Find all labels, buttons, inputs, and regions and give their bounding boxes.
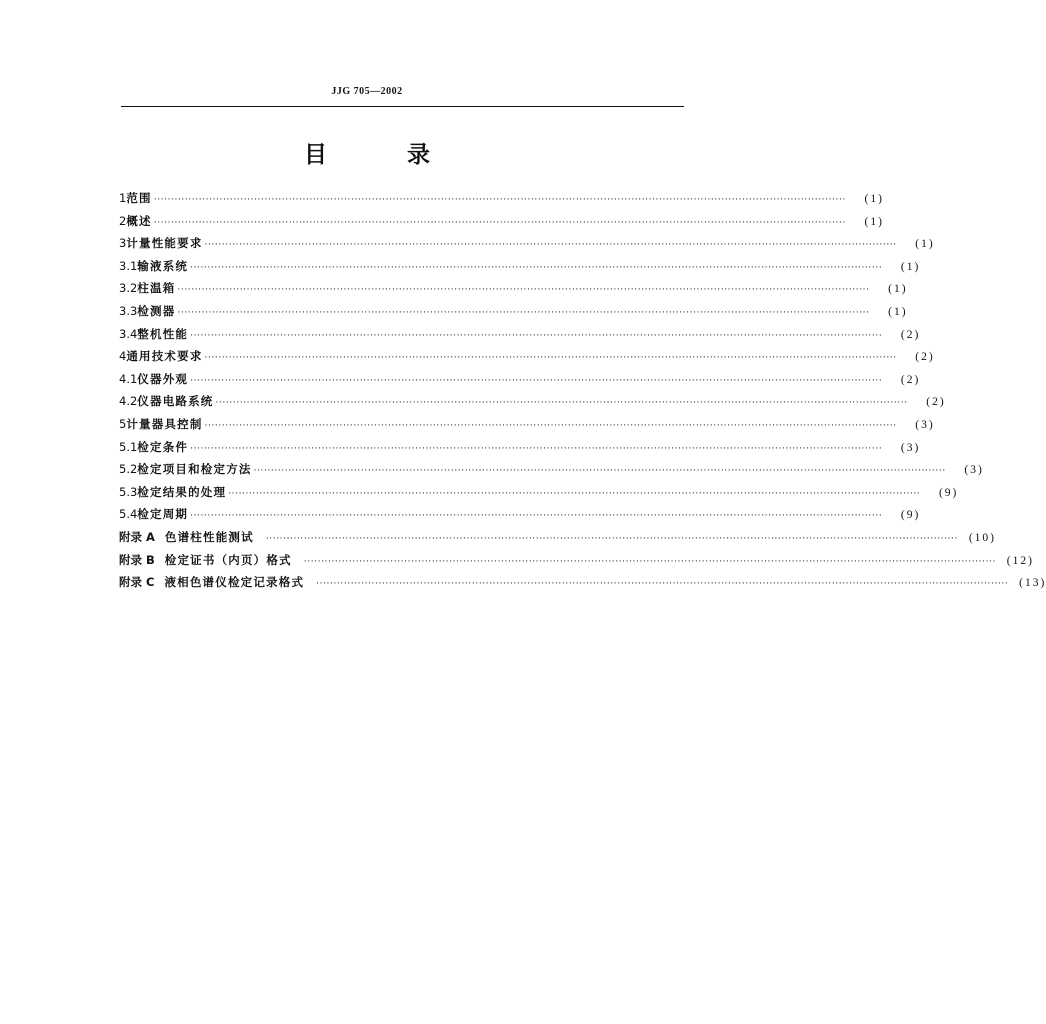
leader-dots: ········································································································································································································ [265, 533, 958, 544]
leader-dots: ········································································································································································································ [316, 579, 1009, 590]
toc-entry[interactable] [119, 526, 996, 549]
toc-entry[interactable] [119, 549, 1034, 572]
page-header-code: JJG 705—2002 [331, 86, 403, 97]
toc-entry-label: 范围 [126, 191, 152, 205]
toc-entry-label: 输液系统 [137, 258, 189, 273]
toc-entry-page: (1) [864, 215, 884, 228]
toc-entry-label: 仪器电路系统 [137, 394, 214, 409]
toc-entry-number: 附录 A [119, 529, 155, 544]
toc-entry-number: 5.2 [119, 462, 138, 477]
toc-entry[interactable] [119, 503, 921, 526]
toc-entry-label: 检定项目和检定方法 [137, 462, 252, 477]
toc-entry-label: 液相色谱仪检定记录格式 [164, 575, 305, 590]
toc-entry-page: (3) [900, 441, 921, 454]
toc-entry[interactable] [119, 481, 959, 504]
toc-entry-page: (9) [938, 486, 959, 499]
toc-entry-page: (3) [964, 464, 984, 477]
leader-dots: ········································································································································································································ [215, 398, 908, 409]
toc-entry-page: (2) [900, 373, 921, 386]
toc-entry[interactable] [119, 413, 935, 436]
toc-entry-page: (2) [915, 351, 935, 364]
leader-dots: ········································································································································································································ [228, 488, 921, 499]
leader-dots: ········································································································································································································ [303, 556, 996, 567]
toc-entry-label: 计量器具控制 [126, 416, 203, 431]
toc-entry-label: 检测器 [137, 303, 176, 318]
toc-entry-page: (9) [900, 509, 921, 522]
leader-dots: ········································································································································································································ [177, 285, 870, 296]
toc-entry-page: (2) [926, 396, 946, 409]
toc-entry-label: 整机性能 [137, 326, 189, 341]
toc-entry-number: 5.3 [119, 484, 138, 499]
leader-dots: ········································································································································································································ [190, 443, 883, 454]
toc-entry-page: (1) [864, 193, 884, 205]
toc-entry-number: 3.3 [119, 303, 138, 318]
toc-entry-number: 1 [119, 191, 127, 205]
toc-entry[interactable] [119, 255, 921, 278]
toc-entry[interactable] [119, 323, 921, 346]
toc-entry-page: (1) [915, 238, 935, 251]
leader-dots: ········································································································································································································ [204, 240, 897, 251]
toc-entry-page: (13) [1019, 577, 1046, 590]
toc-entry-label: 柱温箱 [137, 281, 176, 296]
toc-entry-page: (1) [888, 305, 908, 318]
toc-entry[interactable] [119, 436, 921, 459]
toc-entry-label: 色谱柱性能测试 [164, 529, 254, 544]
toc-entry[interactable] [119, 277, 908, 300]
toc-entry-number: 附录 B [119, 552, 155, 567]
toc-entry[interactable] [119, 232, 935, 255]
toc-entry-number: 4.2 [119, 394, 138, 409]
leader-dots: ········································································································································································································ [190, 330, 883, 341]
leader-dots: ········································································································································································································ [204, 353, 897, 364]
toc-entry-number: 附录 C [119, 575, 155, 590]
toc-entry[interactable] [119, 458, 984, 481]
leader-dots: ········································································································································································································ [190, 511, 883, 522]
toc-entry-number: 3.4 [119, 326, 138, 341]
toc-entry[interactable] [119, 210, 884, 233]
toc-entry-number: 2 [119, 213, 127, 228]
toc-entry-page: (2) [900, 328, 921, 341]
toc-entry-label: 计量性能要求 [126, 236, 203, 251]
page-title: 目 录 [303, 142, 466, 168]
toc-entry-page: (3) [915, 418, 935, 431]
toc-entry-number: 5.4 [119, 507, 138, 522]
toc-entry-number: 4.1 [119, 371, 138, 386]
toc-entry-number: 5 [119, 416, 127, 431]
toc-entry-label: 检定证书（内页）格式 [164, 552, 292, 567]
header-rule [121, 106, 684, 107]
toc-entry[interactable] [119, 345, 935, 368]
toc-entry-page: (1) [900, 260, 921, 273]
toc-entry-number: 3.2 [119, 281, 138, 296]
toc-entry-label: 检定周期 [137, 507, 189, 522]
toc-entry-page: (12) [1006, 554, 1034, 567]
toc-entry-page: (10) [968, 531, 996, 544]
toc-entry[interactable] [119, 300, 908, 323]
toc-entry-number: 4 [119, 349, 127, 364]
toc-entry-label: 检定条件 [137, 439, 189, 454]
toc-entry-label: 通用技术要求 [126, 349, 203, 364]
toc-entry-page: (1) [888, 283, 908, 296]
leader-dots: ········································································································································································································ [190, 375, 883, 386]
leader-dots: ········································································································································································································ [204, 420, 897, 431]
toc-entry[interactable] [119, 390, 946, 413]
leader-dots: ········································································································································································································ [177, 307, 870, 318]
toc-entry-number: 3 [119, 236, 127, 251]
toc-entry-number: 3.1 [119, 258, 138, 273]
toc-entry[interactable] [119, 368, 921, 391]
leader-dots: ········································································································································································································ [153, 217, 846, 228]
leader-dots: ········································································································································································································ [253, 466, 946, 477]
toc-entry-label: 检定结果的处理 [137, 484, 227, 499]
leader-dots: ········································································································································································································ [153, 195, 846, 205]
table-of-contents [119, 187, 1046, 594]
toc-entry-label: 概述 [126, 213, 152, 228]
toc-entry[interactable] [119, 187, 884, 210]
toc-entry-number: 5.1 [119, 439, 138, 454]
leader-dots: ········································································································································································································ [190, 262, 883, 273]
toc-entry[interactable] [119, 571, 1046, 594]
toc-entry-label: 仪器外观 [137, 371, 189, 386]
